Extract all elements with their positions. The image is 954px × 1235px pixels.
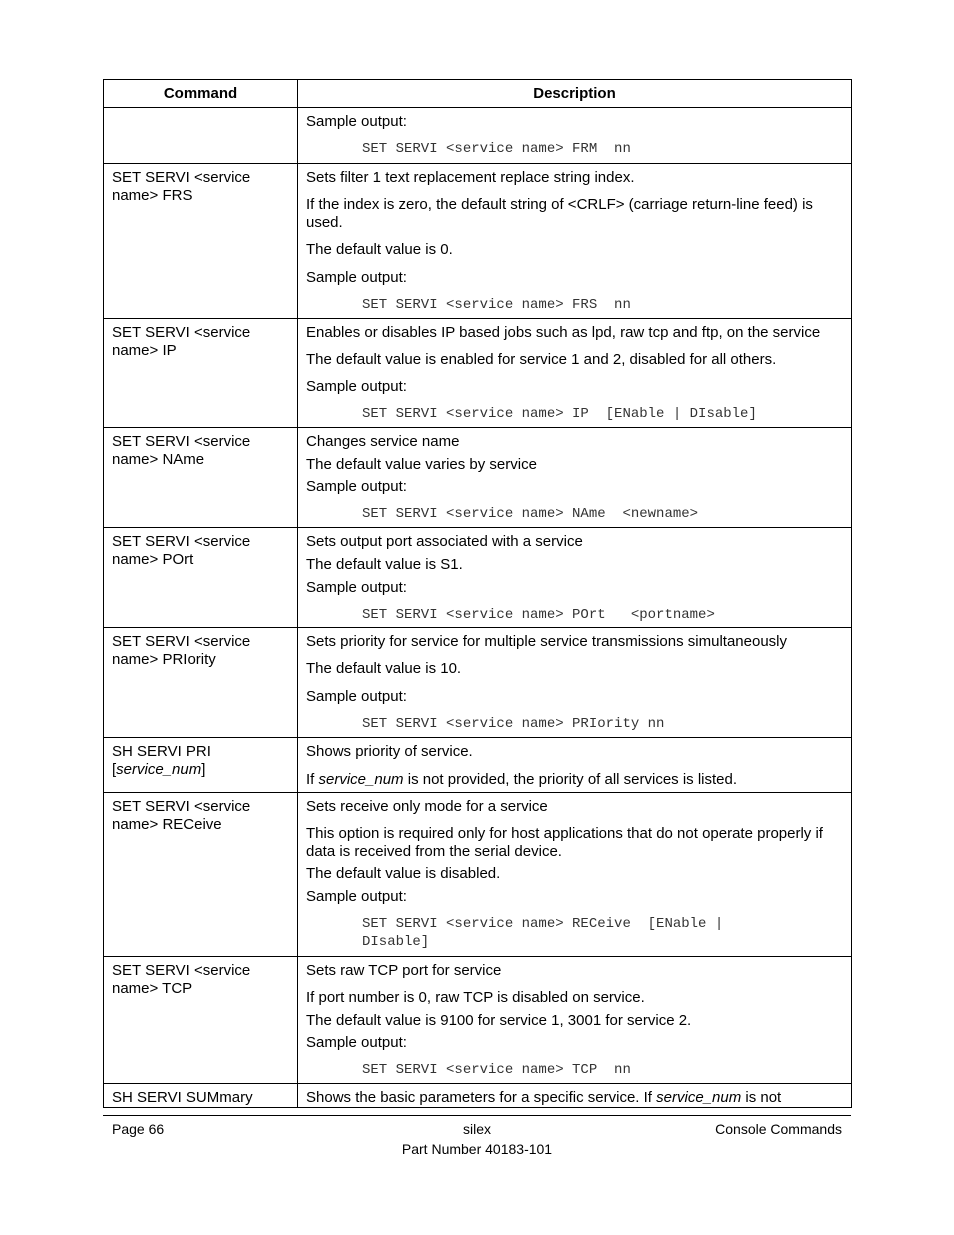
footer-section: Console Commands xyxy=(715,1121,842,1137)
description-text: If port number is 0, raw TCP is disabled on service. xyxy=(306,989,645,1006)
description-text: The default value is 9100 for service 1, 3001 for service 2. xyxy=(306,1012,692,1029)
sample-output-code: SET SERVI <service name> RECeive [ENable | DIsable] xyxy=(362,916,724,950)
description-text: Changes service name xyxy=(306,433,460,450)
description-text: Sample output: xyxy=(306,478,407,495)
description-text: If service_num is not provided, the priority of all services is listed. xyxy=(306,771,738,788)
description-text: The default value is S1. xyxy=(306,556,463,573)
description-text: Sets output port associated with a service xyxy=(306,533,583,550)
table-row xyxy=(104,164,852,319)
description-cell xyxy=(298,957,852,1084)
table-row xyxy=(104,1084,852,1108)
table-row xyxy=(104,319,852,428)
command-table-container xyxy=(103,79,851,1108)
description-text: The default value is disabled. xyxy=(306,865,501,882)
command-cell xyxy=(104,428,298,528)
command-text: SH SERVI SUMmary xyxy=(112,1089,253,1106)
description-text: The default value varies by service xyxy=(306,456,537,473)
description-text: Sample output: xyxy=(306,378,407,395)
description-text: Enables or disables IP based jobs such as lpd, raw tcp and ftp, on the service xyxy=(306,324,821,341)
description-text: Shows the basic parameters for a specific service. If service_num is not xyxy=(306,1089,782,1106)
description-text: The default value is enabled for service 1 and 2, disabled for all others. xyxy=(306,351,777,368)
description-text: Sets priority for service for multiple service transmissions simultaneously xyxy=(306,633,787,650)
table-row xyxy=(104,528,852,628)
command-cell xyxy=(104,319,298,428)
footer-page-number: Page 66 xyxy=(112,1121,165,1137)
description-text: Sample output: xyxy=(306,269,407,286)
command-cell xyxy=(104,793,298,957)
command-text: SET SERVI <service name> RECeive xyxy=(112,798,251,833)
table-row xyxy=(104,738,852,793)
description-text: The default value is 0. xyxy=(306,241,453,258)
description-cell xyxy=(298,108,852,164)
footer-part-number: Part Number 40183-101 xyxy=(401,1141,553,1157)
description-cell xyxy=(298,1084,852,1108)
description-text: The default value is 10. xyxy=(306,660,462,677)
description-cell xyxy=(298,793,852,957)
footer-company: silex xyxy=(462,1121,491,1137)
description-text: Sample output: xyxy=(306,579,407,596)
sample-output-code: SET SERVI <service name> POrt <portname> xyxy=(362,607,715,623)
description-text: Shows priority of service. xyxy=(306,743,473,760)
page-footer xyxy=(103,1115,851,1157)
command-cell xyxy=(104,628,298,738)
sample-output-code: SET SERVI <service name> PRIority nn xyxy=(362,716,665,732)
description-cell xyxy=(298,164,852,319)
command-table xyxy=(103,79,852,1108)
command-text: SET SERVI <service name> IP xyxy=(112,324,251,359)
description-text: If the index is zero, the default string of <CRLF> (carriage return-line feed) is used. xyxy=(306,196,813,231)
description-text: This option is required only for host applications that do not operate properly if data is received from the serial device. xyxy=(306,825,823,860)
table-row xyxy=(104,428,852,528)
command-cell xyxy=(104,957,298,1084)
description-cell xyxy=(298,738,852,793)
header-command: Command xyxy=(104,80,298,108)
command-text: SET SERVI <service name> POrt xyxy=(112,533,251,568)
description-cell xyxy=(298,428,852,528)
command-cell xyxy=(104,108,298,164)
description-text: Sets filter 1 text replacement replace string index. xyxy=(306,169,635,186)
command-text: SET SERVI <service name> PRIority xyxy=(112,633,251,668)
table-row xyxy=(104,793,852,957)
sample-output-code: SET SERVI <service name> NAme <newname> xyxy=(362,506,699,522)
table-row xyxy=(104,628,852,738)
table-row xyxy=(104,957,852,1084)
description-text: Sets receive only mode for a service xyxy=(306,798,548,815)
header-description: Description xyxy=(298,80,852,108)
command-cell xyxy=(104,1084,298,1108)
sample-output-code: SET SERVI <service name> FRM nn xyxy=(362,141,631,157)
description-text: Sets raw TCP port for service xyxy=(306,962,502,979)
description-text: Sample output: xyxy=(306,888,407,905)
description-text: Sample output: xyxy=(306,113,407,130)
command-cell xyxy=(104,164,298,319)
sample-output-code: SET SERVI <service name> FRS nn xyxy=(362,297,631,313)
command-cell xyxy=(104,528,298,628)
description-cell xyxy=(298,528,852,628)
command-text: SET SERVI <service name> FRS xyxy=(112,169,251,204)
command-cell xyxy=(104,738,298,793)
table-header-row xyxy=(104,80,852,108)
sample-output-code: SET SERVI <service name> IP [ENable | DIsable] xyxy=(362,406,757,422)
command-text: SH SERVI PRI [service_num] xyxy=(112,743,211,778)
command-text: SET SERVI <service name> TCP xyxy=(112,962,251,997)
sample-output-code: SET SERVI <service name> TCP nn xyxy=(362,1062,631,1078)
command-text: SET SERVI <service name> NAme xyxy=(112,433,251,468)
description-cell xyxy=(298,319,852,428)
description-cell xyxy=(298,628,852,738)
table-row xyxy=(104,108,852,164)
description-text: Sample output: xyxy=(306,1034,407,1051)
description-text: Sample output: xyxy=(306,688,407,705)
